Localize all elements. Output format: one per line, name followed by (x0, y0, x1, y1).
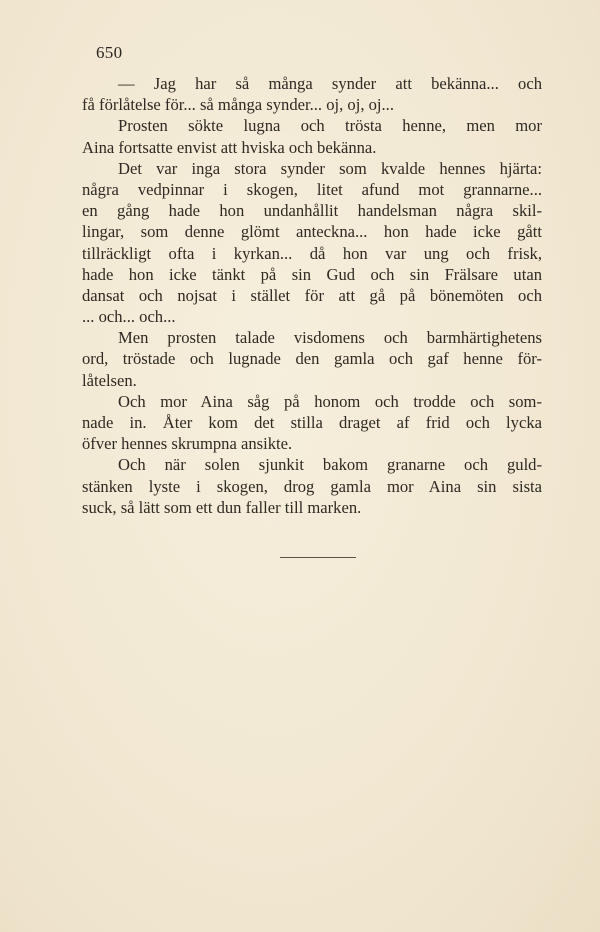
text-line: Det var inga stora synder som kvalde hennes hjärta: (118, 158, 542, 178)
body-text (82, 73, 542, 518)
text-line: Och mor Aina såg på honom och trodde och som- (118, 391, 542, 411)
text-line: ... och... och... (82, 307, 176, 327)
text-line: en gång hade hon undanhållit handelsman några skil- (82, 201, 542, 221)
text-line: ord, tröstade och lugnade den gamla och gaf henne för- (82, 349, 542, 369)
section-divider (280, 557, 356, 558)
text-line: — Jag har så många synder att bekänna... och (118, 74, 542, 93)
text-line: låtelsen. (82, 370, 137, 390)
text-line: suck, så lätt som ett dun faller till marken. (82, 497, 362, 517)
page-number: 650 (96, 43, 123, 62)
text-line: få förlåtelse för... så många synder... oj, oj, oj... (82, 95, 394, 115)
text-line: tillräckligt ofta i kyrkan... då hon var ung och frisk, (82, 243, 542, 263)
text-line: stänken lyste i skogen, drog gamla mor Aina sin sista (82, 476, 542, 496)
text-line: Prosten sökte lugna och trösta henne, men mor (118, 116, 542, 136)
text-line: öfver hennes skrumpna ansikte. (82, 434, 293, 454)
text-line: Aina fortsatte envist att hviska och bekänna. (82, 137, 377, 157)
text-line: Men prosten talade visdomens och barmhärtighetens (118, 328, 542, 348)
text-line: Och när solen sjunkit bakom granarne och guld- (118, 455, 542, 475)
text-line: hade hon icke tänkt på sin Gud och sin Frälsare utan (82, 264, 542, 284)
text-line: några vedpinnar i skogen, litet afund mot grannarne... (82, 179, 542, 199)
text-line: nade in. Åter kom det stilla draget af frid och lycka (82, 413, 542, 432)
text-line: lingar, som denne glömt anteckna... hon hade icke gått (82, 222, 542, 242)
text-line: dansat och nojsat i stället för att gå på bönemöten och (82, 285, 542, 305)
